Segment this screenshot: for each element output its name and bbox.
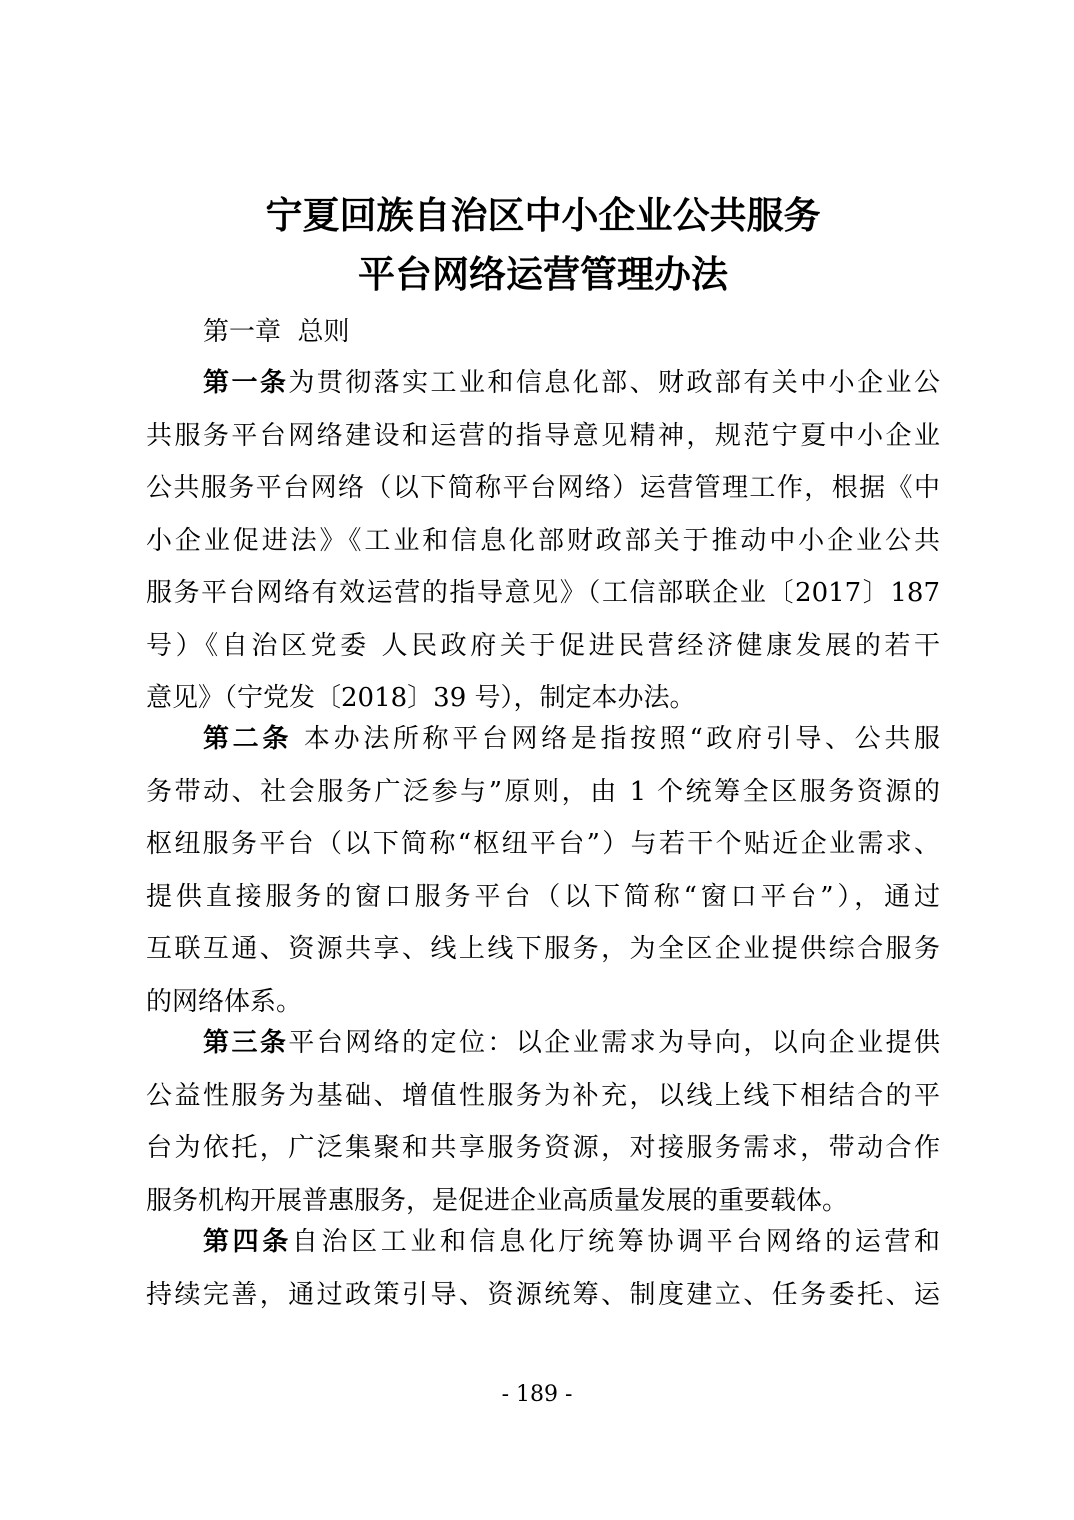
article-text: 平台网络的定位：以企业需求为导向，以向企业提供 xyxy=(288,1028,940,1058)
article-line: 意见》（宁党发〔2018〕39 号），制定本办法。 xyxy=(146,683,696,713)
article-line: 台为依托，广泛集聚和共享服务资源，对接服务需求，带动合作 xyxy=(146,1133,940,1163)
article-line: 互联互通、资源共享、线上线下服务，为全区企业提供综合服务 xyxy=(146,934,940,964)
article-4 xyxy=(146,1216,940,1321)
article-line: 的网络体系。 xyxy=(146,986,303,1017)
article-line: 公益性服务为基础、增值性服务为补充，以线上线下相结合的平 xyxy=(146,1080,940,1111)
article-label: 第二条 xyxy=(203,724,292,754)
article-line: 小企业促进法》《工业和信息化部财政部关于推动中小企业公共 xyxy=(146,525,940,556)
article-3 xyxy=(146,1017,940,1227)
article-text: 为贯彻落实工业和信息化部、财政部有关中小企业公 xyxy=(288,368,940,398)
article-line: 持续完善，通过政策引导、资源统筹、制度建立、任务委托、运 xyxy=(146,1279,940,1310)
article-1 xyxy=(146,357,940,725)
article-line: 务带动、社会服务广泛参与”原则，由 1 个统筹全区服务资源的 xyxy=(146,776,940,807)
article-text: 本办法所称平台网络是指按照“政府引导、公共服 xyxy=(291,724,940,754)
article-text: 自治区工业和信息化厅统筹协调平台网络的运营和 xyxy=(291,1227,940,1257)
article-line xyxy=(146,357,940,410)
article-line: 提供直接服务的窗口服务平台（以下简称“窗口平台”），通过 xyxy=(146,881,940,912)
article-label: 第一条 xyxy=(203,368,289,398)
article-line: 枢纽服务平台（以下简称“枢纽平台”）与若干个贴近企业需求、 xyxy=(146,829,940,859)
page-number: - 189 - xyxy=(501,1382,573,1407)
chapter-heading: 第一章 总则 xyxy=(203,317,350,347)
document-title-line-2: 平台网络运营管理办法 xyxy=(358,252,728,296)
article-line: 号）《自治区党委 人民政府关于促进民营经济健康发展的若干 xyxy=(146,630,940,661)
article-2 xyxy=(146,713,940,1028)
article-label: 第三条 xyxy=(203,1028,289,1058)
article-label: 第四条 xyxy=(203,1227,292,1257)
article-line xyxy=(146,1216,940,1269)
article-line xyxy=(146,713,940,766)
article-line: 公共服务平台网络（以下简称平台网络）运营管理工作，根据《中 xyxy=(146,473,940,503)
document-title-line-1: 宁夏回族自治区中小企业公共服务 xyxy=(265,193,821,237)
article-line xyxy=(146,1017,940,1070)
article-line: 服务平台网络有效运营的指导意见》（工信部联企业〔2017〕187 xyxy=(146,578,940,608)
article-line: 共服务平台网络建设和运营的指导意见精神，规范宁夏中小企业 xyxy=(146,420,940,451)
article-line: 服务机构开展普惠服务，是促进企业高质量发展的重要载体。 xyxy=(146,1185,849,1216)
